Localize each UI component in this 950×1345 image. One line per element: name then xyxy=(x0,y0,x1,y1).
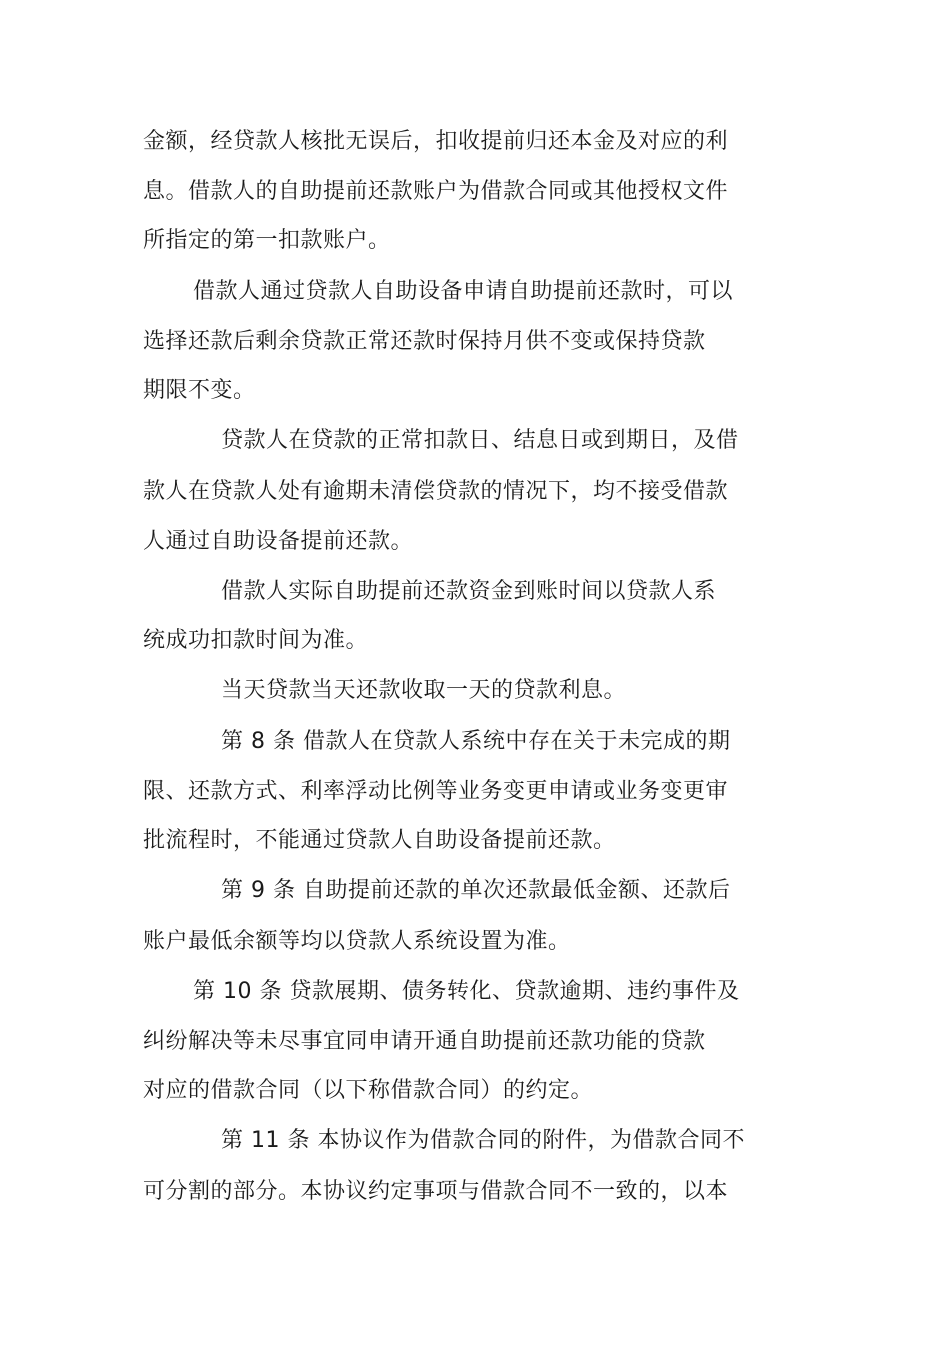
text-line: 第 8 条 借款人在贷款人系统中存在关于未完成的期 xyxy=(221,729,731,754)
text-line: 当天贷款当天还款收取一天的贷款利息。 xyxy=(221,678,627,703)
text-line: 借款人实际自助提前还款资金到账时间以贷款人系 xyxy=(221,579,717,604)
text-line: 账户最低余额等均以贷款人系统设置为准。 xyxy=(143,929,571,954)
text-line: 人通过自助设备提前还款。 xyxy=(143,529,414,554)
text-line: 限、还款方式、利率浮动比例等业务变更申请或业务变更审 xyxy=(143,779,729,804)
text-line: 选择还款后剩余贷款正常还款时保持月供不变或保持贷款 xyxy=(143,329,706,354)
text-line: 贷款人在贷款的正常扣款日、结息日或到期日，及借 xyxy=(221,428,739,453)
text-line: 对应的借款合同（以下称借款合同）的约定。 xyxy=(143,1078,594,1103)
text-line: 款人在贷款人处有逾期未清偿贷款的情况下，均不接受借款 xyxy=(143,479,729,504)
text-line: 纠纷解决等未尽事宜同申请开通自助提前还款功能的贷款 xyxy=(143,1029,706,1054)
text-line: 期限不变。 xyxy=(143,378,256,403)
text-line: 第 11 条 本协议作为借款合同的附件，为借款合同不 xyxy=(221,1128,745,1153)
text-line: 统成功扣款时间为准。 xyxy=(143,628,369,653)
text-line: 第 9 条 自助提前还款的单次还款最低金额、还款后 xyxy=(221,878,731,903)
text-line: 息。借款人的自助提前还款账户为借款合同或其他授权文件 xyxy=(143,179,729,204)
text-line: 借款人通过贷款人自助设备申请自助提前还款时，可以 xyxy=(193,279,734,304)
text-line: 所指定的第一扣款账户。 xyxy=(143,228,391,253)
text-line: 第 10 条 贷款展期、债务转化、贷款逾期、违约事件及 xyxy=(193,979,740,1004)
text-line: 可分割的部分。本协议约定事项与借款合同不一致的，以本 xyxy=(143,1179,729,1204)
text-line: 金额，经贷款人核批无误后，扣收提前归还本金及对应的利 xyxy=(143,129,729,154)
text-line: 批流程时，不能通过贷款人自助设备提前还款。 xyxy=(143,828,616,853)
